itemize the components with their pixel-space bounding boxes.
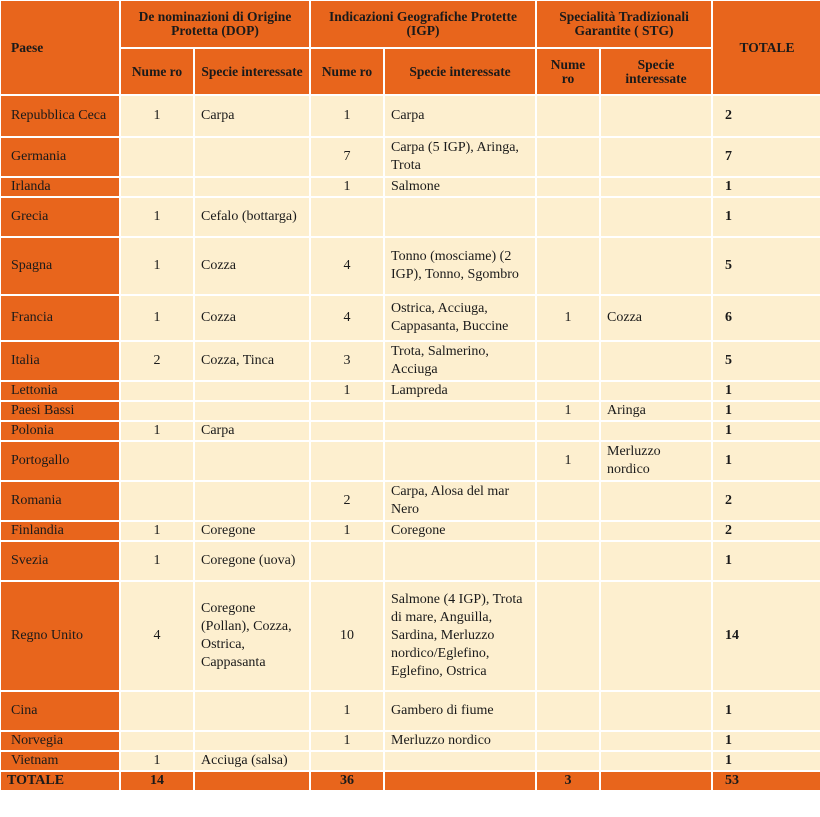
- dop-numero-cell: [121, 732, 193, 750]
- igp-numero-cell: 2: [311, 482, 383, 520]
- country-cell: Polonia: [1, 422, 119, 440]
- dop-specie-cell: Cefalo (bottarga): [195, 198, 309, 236]
- dop-numero-cell: 2: [121, 342, 193, 380]
- igp-numero-cell: [311, 198, 383, 236]
- country-cell: Svezia: [1, 542, 119, 580]
- igp-specie-cell: Ostrica, Acciuga, Cappasanta, Buccine: [385, 296, 535, 340]
- country-cell: Vietnam: [1, 752, 119, 770]
- igp-specie-cell: Lampreda: [385, 382, 535, 400]
- total-stg-numero-cell: 3: [537, 772, 599, 790]
- table-row: [1, 582, 820, 690]
- dop-numero-cell: 1: [121, 522, 193, 540]
- dop-numero-cell: 1: [121, 238, 193, 294]
- country-cell: Regno Unito: [1, 582, 119, 690]
- header-stg: Specialità Tradizionali Garantite ( STG): [537, 1, 711, 47]
- dop-numero-cell: 1: [121, 752, 193, 770]
- stg-numero-cell: [537, 342, 599, 380]
- totale-cell: 5: [713, 342, 820, 380]
- table-row: [1, 482, 820, 520]
- totale-cell: 1: [713, 422, 820, 440]
- stg-numero-cell: [537, 138, 599, 176]
- dop-numero-cell: 4: [121, 582, 193, 690]
- table-row: [1, 692, 820, 730]
- header-totale: TOTALE: [713, 1, 820, 94]
- country-cell: Cina: [1, 692, 119, 730]
- igp-numero-cell: 10: [311, 582, 383, 690]
- country-cell: Finlandia: [1, 522, 119, 540]
- country-cell: Romania: [1, 482, 119, 520]
- stg-numero-cell: 1: [537, 442, 599, 480]
- dop-numero-cell: [121, 382, 193, 400]
- stg-numero-cell: [537, 692, 599, 730]
- totale-cell: 1: [713, 402, 820, 420]
- totale-cell: 5: [713, 238, 820, 294]
- total-igp-specie-cell: [385, 772, 535, 790]
- header-stg-specie: Specie interessate: [601, 49, 711, 94]
- dop-specie-cell: [195, 138, 309, 176]
- table-row: [1, 422, 820, 440]
- table-row: [1, 296, 820, 340]
- country-cell: Irlanda: [1, 178, 119, 196]
- country-cell: Grecia: [1, 198, 119, 236]
- stg-numero-cell: [537, 96, 599, 136]
- totale-cell: 6: [713, 296, 820, 340]
- total-dop-specie-cell: [195, 772, 309, 790]
- totale-cell: 1: [713, 542, 820, 580]
- totale-cell: 2: [713, 482, 820, 520]
- totale-cell: 1: [713, 442, 820, 480]
- igp-numero-cell: [311, 442, 383, 480]
- table-row: [1, 542, 820, 580]
- dop-numero-cell: 1: [121, 198, 193, 236]
- stg-numero-cell: [537, 752, 599, 770]
- igp-numero-cell: 1: [311, 382, 383, 400]
- igp-numero-cell: 4: [311, 238, 383, 294]
- igp-specie-cell: [385, 198, 535, 236]
- stg-specie-cell: [601, 692, 711, 730]
- igp-specie-cell: Merluzzo nordico: [385, 732, 535, 750]
- dop-specie-cell: [195, 402, 309, 420]
- totale-cell: 1: [713, 752, 820, 770]
- header-dop-numero: Nume ro: [121, 49, 193, 94]
- stg-specie-cell: [601, 138, 711, 176]
- totale-cell: 2: [713, 522, 820, 540]
- dop-numero-cell: 1: [121, 542, 193, 580]
- header-igp-numero: Nume ro: [311, 49, 383, 94]
- dop-specie-cell: [195, 482, 309, 520]
- igp-specie-cell: Salmone (4 IGP), Trota di mare, Anguilla, Sardina, Merluzzo nordico/Eglefino, Eglefino, Ostrica: [385, 582, 535, 690]
- stg-numero-cell: [537, 732, 599, 750]
- dop-specie-cell: [195, 178, 309, 196]
- table-row: [1, 342, 820, 380]
- totale-cell: 14: [713, 582, 820, 690]
- table-row: [1, 732, 820, 750]
- table-row: [1, 238, 820, 294]
- igp-specie-cell: Trota, Salmerino, Acciuga: [385, 342, 535, 380]
- igp-numero-cell: 1: [311, 522, 383, 540]
- dop-numero-cell: [121, 178, 193, 196]
- totale-cell: 1: [713, 178, 820, 196]
- total-dop-numero-cell: 14: [121, 772, 193, 790]
- header-paese: Paese: [1, 1, 119, 94]
- header-igp-specie: Specie interessate: [385, 49, 535, 94]
- country-cell: Germania: [1, 138, 119, 176]
- igp-specie-cell: [385, 422, 535, 440]
- country-cell: Lettonia: [1, 382, 119, 400]
- table-row: [1, 752, 820, 770]
- dop-numero-cell: 1: [121, 422, 193, 440]
- stg-specie-cell: [601, 342, 711, 380]
- stg-numero-cell: 1: [537, 296, 599, 340]
- dop-numero-cell: [121, 138, 193, 176]
- stg-specie-cell: [601, 582, 711, 690]
- table-row: [1, 402, 820, 420]
- igp-specie-cell: [385, 402, 535, 420]
- stg-specie-cell: [601, 96, 711, 136]
- country-cell: Spagna: [1, 238, 119, 294]
- totale-cell: 1: [713, 692, 820, 730]
- stg-numero-cell: [537, 422, 599, 440]
- totale-cell: 7: [713, 138, 820, 176]
- table-row: [1, 138, 820, 176]
- table-header: [1, 1, 820, 94]
- igp-numero-cell: 7: [311, 138, 383, 176]
- dop-specie-cell: Carpa: [195, 422, 309, 440]
- dop-numero-cell: [121, 692, 193, 730]
- dop-specie-cell: [195, 692, 309, 730]
- totale-cell: 1: [713, 382, 820, 400]
- header-dop-specie: Specie interessate: [195, 49, 309, 94]
- igp-numero-cell: [311, 402, 383, 420]
- header-igp: Indicazioni Geografiche Protette (IGP): [311, 1, 535, 47]
- header-dop: De nominazioni di Origine Protetta (DOP): [121, 1, 309, 47]
- igp-specie-cell: Salmone: [385, 178, 535, 196]
- stg-numero-cell: [537, 522, 599, 540]
- country-cell: Repubblica Ceca: [1, 96, 119, 136]
- dop-numero-cell: 1: [121, 296, 193, 340]
- total-stg-specie-cell: [601, 772, 711, 790]
- igp-numero-cell: [311, 752, 383, 770]
- stg-specie-cell: [601, 752, 711, 770]
- table-row: [1, 178, 820, 196]
- table-row: [1, 442, 820, 480]
- stg-numero-cell: [537, 198, 599, 236]
- dop-specie-cell: [195, 382, 309, 400]
- table-row: [1, 382, 820, 400]
- stg-specie-cell: [601, 522, 711, 540]
- header-stg-numero: Nume ro: [537, 49, 599, 94]
- igp-specie-cell: [385, 542, 535, 580]
- country-cell: Francia: [1, 296, 119, 340]
- igp-specie-cell: Carpa, Alosa del mar Nero: [385, 482, 535, 520]
- igp-specie-cell: [385, 752, 535, 770]
- igp-numero-cell: [311, 542, 383, 580]
- stg-specie-cell: [601, 422, 711, 440]
- dop-specie-cell: Cozza: [195, 238, 309, 294]
- stg-numero-cell: [537, 542, 599, 580]
- igp-numero-cell: 1: [311, 178, 383, 196]
- stg-specie-cell: [601, 482, 711, 520]
- stg-specie-cell: [601, 382, 711, 400]
- stg-numero-cell: [537, 238, 599, 294]
- dop-specie-cell: Cozza, Tinca: [195, 342, 309, 380]
- igp-numero-cell: 1: [311, 96, 383, 136]
- igp-specie-cell: Carpa: [385, 96, 535, 136]
- dop-numero-cell: [121, 482, 193, 520]
- total-country-cell: TOTALE: [1, 772, 119, 790]
- igp-numero-cell: 1: [311, 692, 383, 730]
- table-row: [1, 198, 820, 236]
- stg-numero-cell: [537, 178, 599, 196]
- stg-numero-cell: [537, 582, 599, 690]
- total-igp-numero-cell: 36: [311, 772, 383, 790]
- igp-specie-cell: Coregone: [385, 522, 535, 540]
- stg-numero-cell: [537, 482, 599, 520]
- igp-numero-cell: [311, 422, 383, 440]
- stg-numero-cell: 1: [537, 402, 599, 420]
- total-row: [1, 772, 820, 790]
- totale-cell: 1: [713, 732, 820, 750]
- country-cell: Paesi Bassi: [1, 402, 119, 420]
- igp-numero-cell: 1: [311, 732, 383, 750]
- total-totale-cell: 53: [713, 772, 820, 790]
- igp-numero-cell: 3: [311, 342, 383, 380]
- stg-specie-cell: [601, 732, 711, 750]
- totale-cell: 1: [713, 198, 820, 236]
- stg-specie-cell: Aringa: [601, 402, 711, 420]
- igp-specie-cell: Tonno (mosciame) (2 IGP), Tonno, Sgombro: [385, 238, 535, 294]
- igp-specie-cell: Carpa (5 IGP), Aringa, Trota: [385, 138, 535, 176]
- dop-specie-cell: [195, 732, 309, 750]
- dop-specie-cell: Coregone: [195, 522, 309, 540]
- dop-specie-cell: Cozza: [195, 296, 309, 340]
- dop-specie-cell: Coregone (Pollan), Cozza, Ostrica, Cappasanta: [195, 582, 309, 690]
- stg-specie-cell: Cozza: [601, 296, 711, 340]
- stg-specie-cell: [601, 198, 711, 236]
- country-cell: Norvegia: [1, 732, 119, 750]
- stg-specie-cell: [601, 542, 711, 580]
- dop-numero-cell: [121, 402, 193, 420]
- country-cell: Portogallo: [1, 442, 119, 480]
- totale-cell: 2: [713, 96, 820, 136]
- igp-specie-cell: Gambero di fiume: [385, 692, 535, 730]
- dop-specie-cell: Carpa: [195, 96, 309, 136]
- table-row: [1, 96, 820, 136]
- table-row: [1, 522, 820, 540]
- stg-specie-cell: Merluzzo nordico: [601, 442, 711, 480]
- table-body: [1, 96, 820, 790]
- country-cell: Italia: [1, 342, 119, 380]
- igp-numero-cell: 4: [311, 296, 383, 340]
- dop-specie-cell: Acciuga (salsa): [195, 752, 309, 770]
- dop-specie-cell: [195, 442, 309, 480]
- stg-specie-cell: [601, 178, 711, 196]
- stg-specie-cell: [601, 238, 711, 294]
- stg-numero-cell: [537, 382, 599, 400]
- dop-numero-cell: [121, 442, 193, 480]
- igp-specie-cell: [385, 442, 535, 480]
- dop-specie-cell: Coregone (uova): [195, 542, 309, 580]
- dop-numero-cell: 1: [121, 96, 193, 136]
